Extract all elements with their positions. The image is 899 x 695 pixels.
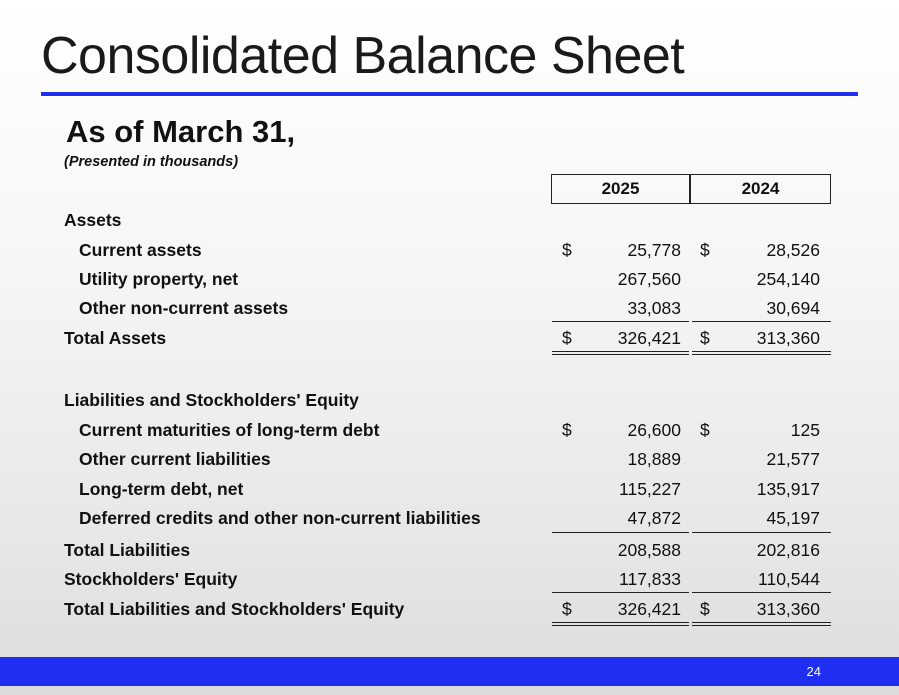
column-header-2025: 2025 xyxy=(551,174,690,204)
value-2024: 110,544 xyxy=(758,569,820,589)
currency-symbol: $ xyxy=(562,420,572,440)
currency-symbol: $ xyxy=(700,328,710,348)
value-2024: 45,197 xyxy=(766,508,820,528)
subtotal-rule xyxy=(552,321,689,322)
total-double-rule xyxy=(552,625,689,626)
subtotal-rule xyxy=(692,321,831,322)
row-label: Total Liabilities and Stockholders' Equity xyxy=(64,599,405,619)
total-double-rule xyxy=(552,351,689,352)
row-label: Other current liabilities xyxy=(79,449,271,469)
table-row xyxy=(0,297,899,319)
row-label: Liabilities and Stockholders' Equity xyxy=(64,390,359,410)
total-double-rule xyxy=(692,351,831,352)
subtotal-rule xyxy=(552,532,689,533)
value-2024: 313,360 xyxy=(756,328,820,348)
total-double-rule xyxy=(692,622,831,623)
title-underline xyxy=(41,92,858,96)
slide-title: Consolidated Balance Sheet xyxy=(41,27,685,85)
value-2024: 30,694 xyxy=(766,298,820,318)
table-row xyxy=(0,478,899,500)
table-row xyxy=(0,419,899,441)
value-2024: 135,917 xyxy=(756,479,820,499)
value-2024: 313,360 xyxy=(756,599,820,619)
row-label: Current assets xyxy=(79,240,202,260)
value-2024: 254,140 xyxy=(756,269,820,289)
total-double-rule xyxy=(552,622,689,623)
total-double-rule xyxy=(692,354,831,355)
value-2024: 125 xyxy=(790,420,820,440)
table-row xyxy=(0,327,899,349)
table-row xyxy=(0,539,899,561)
currency-symbol: $ xyxy=(700,420,710,440)
value-2025: 47,872 xyxy=(627,508,681,528)
currency-symbol: $ xyxy=(562,240,572,260)
row-label: Long-term debt, net xyxy=(79,479,244,499)
subtotal-rule xyxy=(552,592,689,593)
value-2024: 21,577 xyxy=(766,449,820,469)
row-label: Current maturities of long-term debt xyxy=(79,420,380,440)
row-label: Deferred credits and other non-current liabilities xyxy=(79,508,481,528)
row-label: Other non-current assets xyxy=(79,298,289,318)
table-row xyxy=(0,209,899,231)
subtotal-rule xyxy=(692,592,831,593)
column-header-2024: 2024 xyxy=(690,174,831,204)
page-number: 24 xyxy=(806,664,821,679)
value-2025: 267,560 xyxy=(617,269,681,289)
value-2025: 18,889 xyxy=(627,449,681,469)
table-row xyxy=(0,568,899,590)
subtotal-rule xyxy=(692,532,831,533)
table-row xyxy=(0,268,899,290)
currency-symbol: $ xyxy=(562,599,572,619)
table-row xyxy=(0,448,899,470)
row-label: Stockholders' Equity xyxy=(64,569,238,589)
total-double-rule xyxy=(692,625,831,626)
footer-bar xyxy=(0,657,899,686)
value-2025: 26,600 xyxy=(627,420,681,440)
row-label: Utility property, net xyxy=(79,269,239,289)
subtitle: As of March 31, xyxy=(66,114,296,149)
currency-symbol: $ xyxy=(700,240,710,260)
value-2024: 202,816 xyxy=(756,540,820,560)
row-label: Total Liabilities xyxy=(64,540,191,560)
table-row xyxy=(0,239,899,261)
value-2025: 326,421 xyxy=(617,328,681,348)
currency-symbol: $ xyxy=(562,328,572,348)
value-2025: 326,421 xyxy=(617,599,681,619)
value-2024: 28,526 xyxy=(766,240,820,260)
value-2025: 33,083 xyxy=(627,298,681,318)
table-row xyxy=(0,389,899,411)
value-2025: 208,588 xyxy=(617,540,681,560)
value-2025: 117,833 xyxy=(619,569,681,589)
row-label: Assets xyxy=(64,210,122,230)
value-2025: 25,778 xyxy=(627,240,681,260)
value-2025: 115,227 xyxy=(619,479,681,499)
table-row xyxy=(0,507,899,529)
currency-symbol: $ xyxy=(700,599,710,619)
presentation-note: (Presented in thousands) xyxy=(64,154,239,170)
table-row xyxy=(0,598,899,620)
total-double-rule xyxy=(552,354,689,355)
row-label: Total Assets xyxy=(64,328,167,348)
